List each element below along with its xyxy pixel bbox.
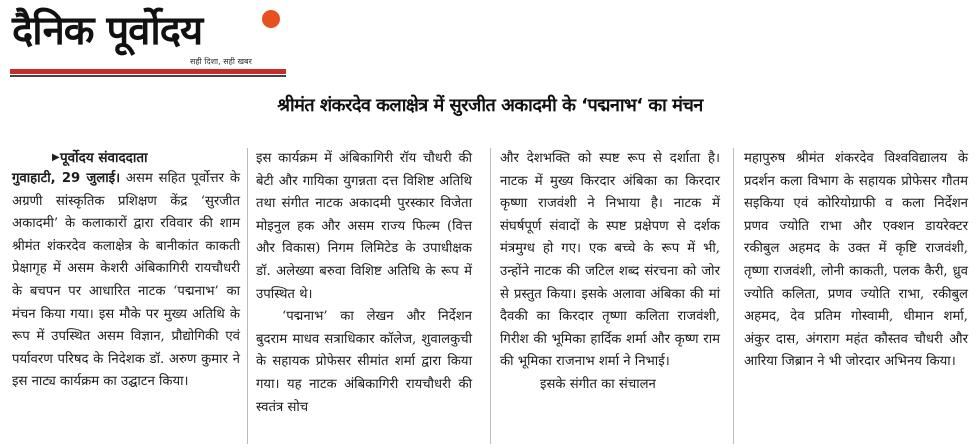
article-paragraph: ‘पद्मनाभ’ का लेखन और निर्देशन बुदराम माधव सत्राधिकार कॉलेज, शुवालकुची के सहायक प्रोफेसर सीमांत शर्मा द्वारा किया गया। यह नाटक अंबिकागिरी रायचौधरी की स्वतंत्र सोच [256, 309, 472, 415]
masthead-red-rule [10, 69, 286, 74]
article-paragraph: इसके संगीत का संचालन [540, 376, 656, 392]
triangle-bullet-icon: ▶ [52, 152, 60, 163]
article-column-4 [744, 148, 968, 374]
masthead-dark-rule [10, 75, 286, 77]
newspaper-logo: दैनिक पूर्वोदय [12, 8, 203, 54]
paragraph-text: असम सहित पूर्वोत्तर के अग्रणी सांस्कृतिक प्रशिक्षण केंद्र ‘सुरजीत अकादमी’ के कलाकारों द्वारा रविवार की शाम श्रीमंत शंकरदेव कलाक्षेत्र के बानीकांत काकती प्रेक्षागृह में असम केशरी अंबिकागिरी रायचौधरी के बचपन पर आधारित नाटक ‘पद्मनाभ’ का मंचन किया गया। इस मौके पर मुख्य अतिथि के रूप में उपस्थित असम विज्ञान, प्रौद्योगिकी एवं पर्यावरण परिषद के निदेशक डॉ. अरुण कुमार ने इस नाट्य कार्यक्रम का उद्घाटन किया। [12, 171, 240, 390]
column-divider [733, 148, 734, 444]
article-paragraph: इस कार्यक्रम में अंबिकागिरी रॉय चौधरी की बेटी और गायिका युगन्नता दत्त विशिष्ट अतिथि तथा संगीत नाटक अकादमी पुरस्कार विजेता मोइनुल हक और असम राज्य फिल्म (वित्त और विकास) निगम लिमिटेड के उपाधीक्षक डॉ. अलेख्या बरुवा विशिष्ट अतिथि के रूप में उपस्थित थे। [256, 151, 472, 302]
byline [12, 148, 240, 168]
article-column-3 [500, 148, 720, 397]
article-column-1 [12, 148, 240, 394]
masthead [8, 6, 288, 78]
article-paragraph: और देशभक्ति को स्पष्ट रूप से दर्शाता है। नाटक में मुख्य किरदार अंबिका का किरदार कृष्णा राजवंशी ने निभाया है। नाटक में संघर्षपूर्ण संवादों के स्पष्ट प्रक्षेपण से दर्शक मंत्रमुग्ध हो गए। एक बच्चे के रूप में भी, उन्होंने नाटक की जटिल शब्द संरचना को जोर से प्रस्तुत किया। इसके अलावा अंबिका की मां दैवकी का किरदार तृष्णा कलिता राजवंशी, गिरीश की भूमिका हार्दिक शर्मा और कृष्ण राम की भूमिका राजनाभ शर्मा ने निभाई। [500, 151, 720, 370]
logo-orange-dot-icon [262, 10, 280, 28]
article-paragraph: महापुरुष श्रीमंत शंकरदेव विश्वविद्यालय के प्रदर्शन कला विभाग के सहायक प्रोफेसर गौतम सइकिया एवं कोरियोग्राफी व कला निर्देशन प्रणव ज्योति राभा और एक्शन डायरेक्टर रकीबुल अहमद के उक्त में कृष्टि राजवंशी, तृष्णा राजवंशी, लोनी काकती, पलक कैरी, ध्रुव ज्योति कलिता, प्रणव ज्योति राभा, रकीबुल अहमद, देव प्रतिम गोस्वामी, धीमान शर्मा, अंकुर दास, अंगराग महंत कौस्तव चौधरी और आरिया जिब्रान ने भी जोरदार अभिनय किया। [744, 151, 968, 370]
article-column-2 [256, 148, 472, 419]
column-divider [490, 148, 491, 444]
article-headline: श्रीमंत शंकरदेव कलाक्षेत्र में सुरजीत अकादमी के ‘पद्मनाभ‘ का मंचन [277, 95, 703, 116]
column-divider [247, 148, 248, 444]
masthead-tagline: सही दिशा, सही खबर [190, 57, 252, 66]
dateline: गुवाहाटी, 29 जुलाई। [12, 171, 121, 186]
article-paragraph [12, 168, 240, 394]
byline-text: पूर्वोदय संवाददाता [60, 150, 148, 166]
